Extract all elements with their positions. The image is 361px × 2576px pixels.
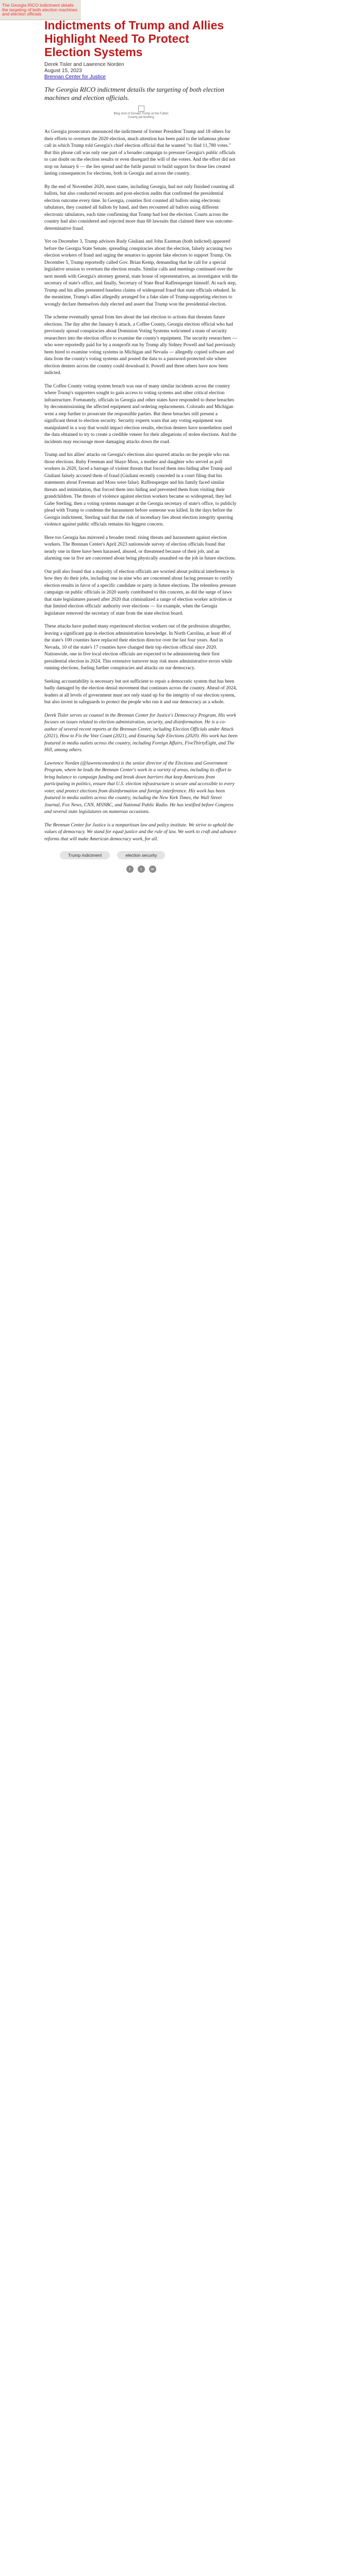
share-bar [44, 866, 238, 873]
paragraph: Seeking accountability is necessary but not sufficient to repair a democratic system that has been badly damaged by the election denial movement that continues across the country. Ahead of 2024, leaders at all levels of government must not only stand up for the integrity of our election system, but also invest in safeguards to protect the people who run it and our democracy as a whole. [44, 679, 237, 705]
author-bio-norden: Lawrence Norden (@lawrencenorden) is the senior director of the Elections and Government Program, where he leads the Brennan Center's work in a variety of areas, including its effort to bring balance to campaign funding and break down barriers that keep Americans from participating in politics, ensure that U.S. election infrastructure is secure and accessible to every voter, and protect elections from disinformation and foreign interference. His work has been featured in media outlets across the country, including the New York Times, the Wall Street Journal, Fox News, CNN, MSNBC, and National Public Radio. He has testified before Congress and several state legislatures on numerous occasions. [44, 760, 235, 815]
share-email-icon[interactable]: ✉ [149, 866, 156, 873]
tag-election-security[interactable]: election security [117, 851, 165, 859]
broken-image-icon [138, 106, 144, 112]
paragraph: As Georgia prosecutors announced the indictment of former President Trump and 18 others for their efforts to overturn the 2020 election, much attention has been paid to the infamous phone call in which Trump told Georgia's chief election official that he wanted "to find 11,780 votes." But this phone call was only one part of a broader campaign to pressure Georgia's public officials to cast doubt on the election results or even disregard the will of the voters. And the effort did not stop on January 6 — the lies spread and the futile pursuit to build support for those lies created lasting consequences for elections, both in Georgia and across the country. [44, 129, 236, 176]
tag-list [44, 851, 238, 859]
paragraph: These attacks have pushed many experienced election workers out of the profession altogether, leaving a significant gap in election administration knowledge. In North Carolina, at least 40 of the state's 100 counties have replaced their election director over the last four years. And in Nevada, 10 of the state's 17 counties have changed their top election official since 2020. Nationwide, one in five local election officials are expected to be administering their first presidential election in 2024. This extensive turnover may risk more administrative errors while running elections, fueling further conspiracies and attacks on our democracy. [44, 624, 233, 671]
header-image-alt-text: The Georgia RICO indictment details the targeting of both election machines and election officials [2, 2, 78, 17]
figure-image [110, 106, 172, 118]
org-bio: The Brennan Center for Justice is a nonpartisan law and policy institute. We strive to uphold the values of democracy. We stand for equal justice and the rule of law. We work to craft and advance reforms that will make American democracy work, for all. [44, 822, 237, 842]
share-facebook-icon[interactable]: f [126, 866, 134, 873]
org-link[interactable]: Brennan Center for Justice [44, 74, 106, 80]
paragraph: Trump and his allies' attacks on Georgia's elections also spurred attacks on the people who run those elections. Ruby Freeman and Shaye Moss, a mother and daughter who served as poll workers in 2020, faced a barrage of violent threats that forced them into hiding after Trump and Giuliani falsely accused them of fraud (Giuliani recently conceded in a court filing that his statements about Freeman and Moss were false). Raffensperger and his family faced similar threats and intimidation, that forced them into hiding and prevented them from visiting their grandchildren. The threats of violence against election workers became so widespread, they led Gabe Sterling, then a voting systems manager at the Georgia secretary of state's office, to publicly plead with Trump to condemn the harassment before someone was killed. In the days before the Georgia indictment, Sterling said that the risk of incendiary lies about election integrity spurring violence against public officials remains his biggest concern. [44, 452, 237, 527]
article-body [44, 129, 238, 843]
share-twitter-icon[interactable]: t [138, 866, 145, 873]
paragraph: The scheme eventually spread from lies about the last election to actions that threaten future elections. The day after the January 6 attack, a Coffee County, Georgia election official who had previously spread conspiracies about Dominion Voting Systems welcomed a team of security researchers into the election office to examine the county's equipment. The security researchers — who were reportedly paid for by a nonprofit run by Trump ally Sidney Powell and had previously been hired to examine voting systems in Michigan and Nevada — allegedly copied software and data from the county's voting systems and posted the data to a password-protected site where election deniers across the country could download it. Powell and three others have now been indicted. [44, 315, 237, 376]
paragraph: The Coffee County voting system breach was one of many similar incidents across the country where Trump's supporters sought to gain access to voting systems and other critical election infrastructure. Fortunately, officials in Georgia and other states have responded to these breaches by decommissioning the affected equipment and ordering replacements. Colorado and Michigan went a step further to prosecute the responsible parties. But these breaches still present a significant threat to election security. Security experts warn that any voting equipment was manipulated in a way that would impact election results, election deniers have nonetheless used the data obtained to try to create a credible veneer for their allegations of stolen elections. And the incidents may encourage more damaging attacks down the road. [44, 383, 237, 445]
article-figure [44, 106, 238, 118]
tag-trump-indictment[interactable]: Trump indictment [60, 851, 110, 859]
paragraph: Yet on December 3, Trump advisors Rudy Giuliani and John Eastman (both indicted) appeared before the Georgia State Senate, spreading conspiracies about the election, falsely accusing two election workers of fraud and urging the senators to appoint fake electors to support Trump. On December 5, Trump reportedly called Gov. Brian Kemp, demanding that he call for a special legislative session to overturn the election results. Similar calls and meetings continued over the next month with Georgia's attorney general, state house of representatives, an investigator with the secretary of state's office, and finally, Secretary of State Brad Raffensperger himself. At each step, Trump and his allies presented baseless claims of widespread fraud that state officials rebuked. In the meantime, Trump's allies allegedly arranged for a fake slate of Trump-supporting electors to wrongly declare themselves duly elected and assert that Trump won the presidential election. [44, 239, 238, 307]
paragraph: Our poll also found that a majority of election officials are worried about political interference in how they do their jobs, including one in nine who are concerned about facing pressure to certify election results in favor of a specific candidate or party in future elections. The relentless pressure campaign on public officials in 2020 surely contributed to this concern, as did the surge of laws that state legislatures passed after 2020 that criminalized a range of election worker activities or that limited election officials' authority over elections — for example, when the Georgia legislature removed the secretary of state from the state election board. [44, 569, 236, 616]
figure-caption: Blog shot of Donald Trump at the Fulton County jail booking [113, 112, 169, 119]
paragraph: By the end of November 2020, most states, including Georgia, had not only finished counting all ballots, but also conducted recounts and post-election audits that confirmed the presidential election outcome every time. In Georgia, counties first counted all ballots using electronic tabulators, they counted all ballots by hand, and then recounted all ballots using different electronic tabulators, each time confirming that Trump had lost the election. Courts across the country had also considered and rejected more than 60 lawsuits that claimed there was outcome-determinative fraud. [44, 184, 235, 231]
paragraph: Here too Georgia has mirrored a broader trend: rising threats and harassment against election workers. The Brennan Center's April 2023 nationwide survey of election officials found that nearly one in three have been harassed, abused, or threatened because of their job, and an alarming one in five are concerned about being physically assaulted on the job in future elections. [44, 535, 236, 561]
header-image [0, 0, 81, 20]
article-lede: The Georgia RICO indictment details the targeting of both election machines and election officials. [44, 86, 224, 101]
article [44, 19, 238, 873]
author-bio-tisler: Derek Tisler serves as counsel in the Brennan Center for Justice's Democracy Program. His work focuses on issues related to election administration, security, and disinformation. He is a co-author of several recent reports at the Brennan Center, including Election Officials under Attack (2021), How to Fix the Vote Count (2021), and Ensuring Safe Elections (2020). His work has been featured in media outlets across the country, including Foreign Affairs, FiveThirtyEight, and The Hill, among others. [44, 713, 238, 753]
article-title: Indictments of Trump and Allies Highlight Need To Protect Election Systems [44, 19, 224, 59]
byline [44, 62, 238, 80]
publish-date: August 15, 2023 [44, 68, 82, 74]
authors: Derek Tisler and Lawrence Norden [44, 62, 124, 67]
